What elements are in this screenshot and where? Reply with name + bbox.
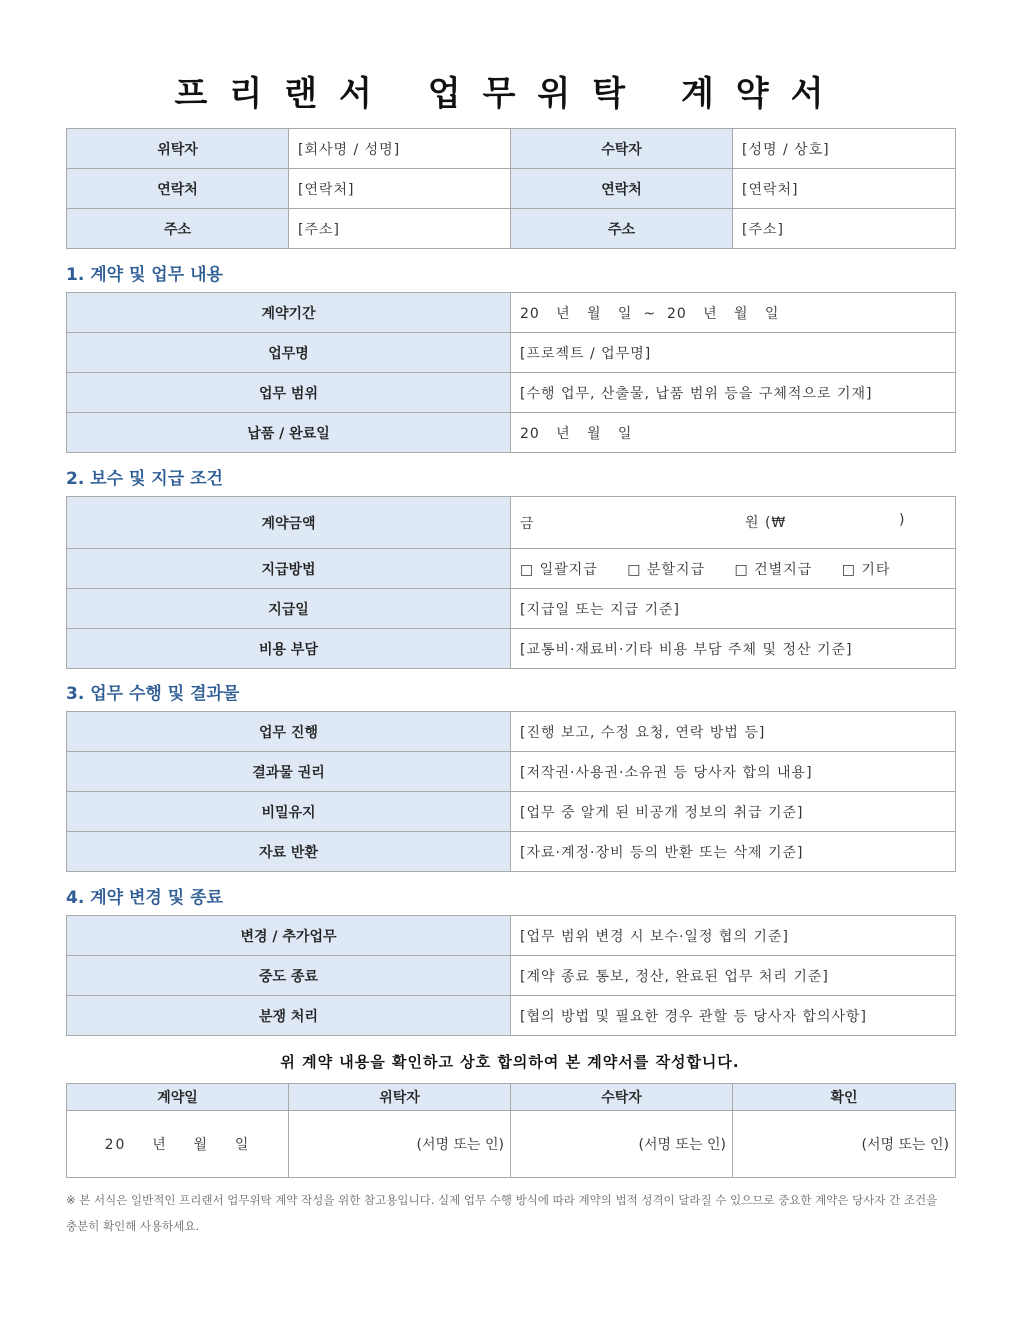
delivery-date-label: 납품 / 완료일 bbox=[67, 413, 511, 453]
termination-label: 중도 종료 bbox=[67, 956, 511, 996]
section-4-heading: 4. 계약 변경 및 종료 bbox=[66, 888, 223, 908]
confirm-header: 확인 bbox=[733, 1084, 956, 1111]
payment-option-per-item[interactable]: □ 건별지급 bbox=[734, 561, 813, 578]
rights-label: 결과물 권리 bbox=[67, 752, 511, 792]
confidentiality-label: 비밀유지 bbox=[67, 792, 511, 832]
client-contact-label: 연락처 bbox=[67, 169, 289, 209]
dispute-label: 분쟁 처리 bbox=[67, 996, 511, 1036]
section-2-heading: 2. 보수 및 지급 조건 bbox=[66, 469, 223, 489]
expense-label: 비용 부담 bbox=[67, 629, 511, 669]
contract-amount-label: 계약금액 bbox=[67, 497, 511, 549]
section-3-table bbox=[66, 711, 956, 872]
contract-date-header: 계약일 bbox=[67, 1084, 289, 1111]
client-signature-field[interactable]: (서명 또는 인) bbox=[289, 1111, 511, 1178]
confidentiality-field[interactable]: [업무 중 알게 된 비공개 정보의 취급 기준] bbox=[511, 792, 956, 832]
payment-method-options bbox=[511, 549, 956, 589]
parties-table bbox=[66, 128, 956, 249]
contractor-contact-field[interactable]: [연락처] bbox=[733, 169, 956, 209]
client-label: 위탁자 bbox=[67, 129, 289, 169]
section-2-table bbox=[66, 496, 956, 669]
confirm-signature-field[interactable]: (서명 또는 인) bbox=[733, 1111, 956, 1178]
material-return-label: 자료 반환 bbox=[67, 832, 511, 872]
amount-close: ) bbox=[899, 512, 906, 528]
contractor-signature-field[interactable]: (서명 또는 인) bbox=[511, 1111, 733, 1178]
client-contact-field[interactable]: [연락처] bbox=[289, 169, 511, 209]
client-name-field[interactable]: [회사명 / 성명] bbox=[289, 129, 511, 169]
change-field[interactable]: [업무 범위 변경 시 보수·일정 협의 기준] bbox=[511, 916, 956, 956]
section-1-table bbox=[66, 292, 956, 453]
progress-field[interactable]: [진행 보고, 수정 요청, 연락 방법 등] bbox=[511, 712, 956, 752]
contractor-label: 수탁자 bbox=[511, 129, 733, 169]
contractor-contact-label: 연락처 bbox=[511, 169, 733, 209]
signature-table bbox=[66, 1083, 956, 1178]
contract-period-field[interactable]: 20 년 월 일 ~ 20 년 월 일 bbox=[511, 293, 956, 333]
task-scope-label: 업무 범위 bbox=[67, 373, 511, 413]
payment-date-label: 지급일 bbox=[67, 589, 511, 629]
termination-field[interactable]: [계약 종료 통보, 정산, 완료된 업무 처리 기준] bbox=[511, 956, 956, 996]
rights-field[interactable]: [저작권·사용권·소유권 등 당사자 합의 내용] bbox=[511, 752, 956, 792]
material-return-field[interactable]: [자료·계정·장비 등의 반환 또는 삭제 기준] bbox=[511, 832, 956, 872]
change-label: 변경 / 추가업무 bbox=[67, 916, 511, 956]
contractor-name-field[interactable]: [성명 / 상호] bbox=[733, 129, 956, 169]
payment-option-installment[interactable]: □ 분할지급 bbox=[627, 561, 706, 578]
footnote: ※ 본 서식은 일반적인 프리랜서 업무위탁 계약 작성을 위한 참고용입니다. 실제 업무 수행 방식에 따라 계약의 법적 성격이 달라질 수 있으므로 중요한 계약은 당사자 간 조건을 충분히 확인해 사용하세요. bbox=[66, 1193, 938, 1233]
task-name-label: 업무명 bbox=[67, 333, 511, 373]
task-scope-field[interactable]: [수행 업무, 산출물, 납품 범위 등을 구체적으로 기재] bbox=[511, 373, 956, 413]
task-name-field[interactable]: [프로젝트 / 업무명] bbox=[511, 333, 956, 373]
payment-method-label: 지급방법 bbox=[67, 549, 511, 589]
contract-period-label: 계약기간 bbox=[67, 293, 511, 333]
amount-won-label: 원 (₩ bbox=[745, 515, 787, 531]
contract-date-field[interactable]: 20 년 월 일 bbox=[67, 1111, 289, 1178]
expense-field[interactable]: [교통비·재료비·기타 비용 부담 주체 및 정산 기준] bbox=[511, 629, 956, 669]
payment-option-other[interactable]: □ 기타 bbox=[841, 561, 891, 578]
progress-label: 업무 진행 bbox=[67, 712, 511, 752]
document-title: 프리랜서 업무위탁 계약서 bbox=[174, 74, 846, 114]
contractor-sign-header: 수탁자 bbox=[511, 1084, 733, 1111]
section-4-table bbox=[66, 915, 956, 1036]
section-1-heading: 1. 계약 및 업무 내용 bbox=[66, 265, 223, 285]
contract-amount-field[interactable] bbox=[511, 497, 956, 549]
dispute-field[interactable]: [협의 방법 및 필요한 경우 관할 등 당사자 합의사항] bbox=[511, 996, 956, 1036]
contractor-address-label: 주소 bbox=[511, 209, 733, 249]
amount-prefix: 금 bbox=[520, 515, 535, 532]
client-address-label: 주소 bbox=[67, 209, 289, 249]
payment-date-field[interactable]: [지급일 또는 지급 기준] bbox=[511, 589, 956, 629]
confirmation-statement: 위 계약 내용을 확인하고 상호 합의하여 본 계약서를 작성합니다. bbox=[280, 1053, 740, 1071]
payment-option-lump-sum[interactable]: □ 일괄지급 bbox=[520, 561, 598, 578]
delivery-date-field[interactable]: 20 년 월 일 bbox=[511, 413, 956, 453]
client-address-field[interactable]: [주소] bbox=[289, 209, 511, 249]
contractor-address-field[interactable]: [주소] bbox=[733, 209, 956, 249]
section-3-heading: 3. 업무 수행 및 결과물 bbox=[66, 684, 240, 704]
client-sign-header: 위탁자 bbox=[289, 1084, 511, 1111]
